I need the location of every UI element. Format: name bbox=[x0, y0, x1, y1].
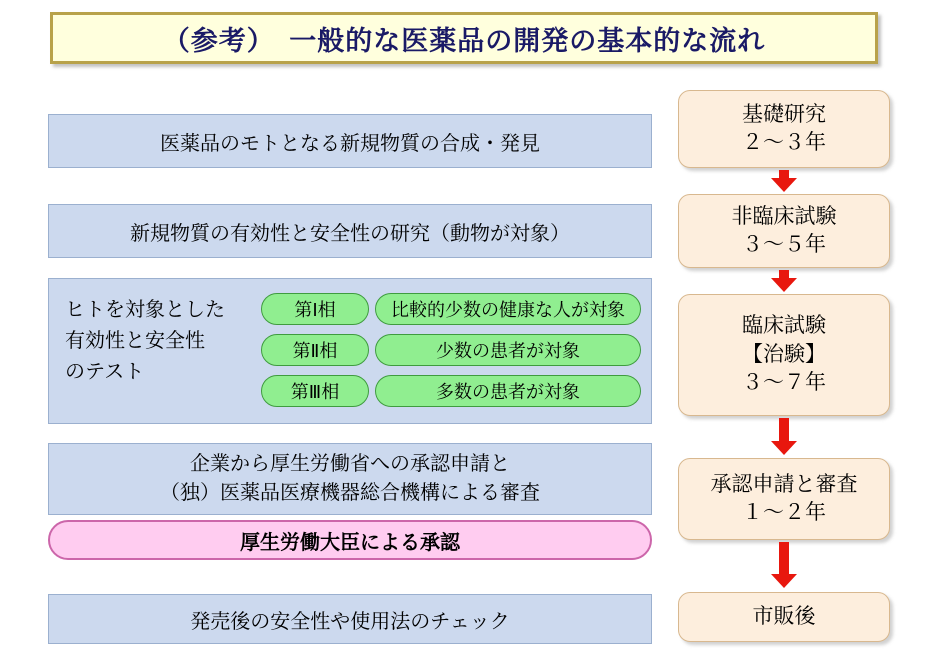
down-arrow-icon bbox=[771, 270, 797, 292]
down-arrow-icon bbox=[771, 170, 797, 192]
slide-title: （参考） 一般的な医薬品の開発の基本的な流れ bbox=[162, 25, 766, 56]
stage-clinical-trial-subtitle: 【治験】 bbox=[742, 342, 826, 366]
step-post-marketing-label: 発売後の安全性や使用法のチェック bbox=[190, 610, 510, 633]
stage-post-marketing bbox=[678, 592, 890, 642]
phase-3-name: 第Ⅲ相 bbox=[261, 375, 369, 407]
stage-nonclinical-trial bbox=[678, 194, 890, 268]
stage-nonclinical-trial-duration: ３～５年 bbox=[742, 233, 826, 256]
phase-row bbox=[261, 375, 641, 407]
stage-basic-research-name: 基礎研究 bbox=[742, 102, 826, 126]
step-human-test-box bbox=[48, 278, 652, 424]
phase-3-description: 多数の患者が対象 bbox=[375, 375, 641, 407]
stage-approval-review-duration: １～２年 bbox=[742, 501, 826, 524]
approval-application-line-2: （独）医薬品医療機器総合機構による審査 bbox=[160, 482, 540, 504]
down-arrow-icon bbox=[771, 418, 797, 456]
human-test-label-line-3: のテスト bbox=[65, 361, 145, 383]
stage-clinical-trial-duration: ３～７年 bbox=[742, 371, 826, 395]
stage-post-marketing-name: 市販後 bbox=[752, 604, 816, 628]
human-test-label bbox=[65, 295, 265, 388]
step-nonclinical-research-label: 新規物質の有効性と安全性の研究（動物が対象） bbox=[130, 222, 570, 245]
minister-approval-box bbox=[48, 520, 652, 560]
stage-clinical-trial-name: 臨床試験 bbox=[742, 314, 826, 338]
minister-approval-label: 厚生労働大臣による承認 bbox=[240, 531, 460, 554]
stage-basic-research bbox=[678, 90, 890, 168]
step-nonclinical-research-box bbox=[48, 204, 652, 258]
human-test-label-line-2: 有効性と安全性 bbox=[65, 330, 205, 352]
phase-2-name: 第Ⅱ相 bbox=[261, 334, 369, 366]
step-approval-application-box bbox=[48, 443, 652, 515]
stage-nonclinical-trial-name: 非臨床試験 bbox=[731, 204, 837, 228]
human-test-label-line-1: ヒトを対象とした bbox=[65, 299, 225, 321]
step-synthesis-box bbox=[48, 114, 652, 168]
slide-title-box bbox=[50, 12, 878, 64]
phase-list bbox=[261, 293, 641, 416]
phase-row bbox=[261, 293, 641, 325]
phase-1-name: 第Ⅰ相 bbox=[261, 293, 369, 325]
step-post-marketing-box bbox=[48, 594, 652, 644]
stage-basic-research-duration: ２～３年 bbox=[742, 131, 826, 154]
down-arrow-icon bbox=[771, 542, 797, 590]
approval-application-line-1: 企業から厚生労働省への承認申請と bbox=[190, 453, 510, 475]
stage-approval-review-name: 承認申請と審査 bbox=[710, 472, 858, 496]
stage-clinical-trial bbox=[678, 294, 890, 416]
step-synthesis-label: 医薬品のモトとなる新規物質の合成・発見 bbox=[160, 132, 540, 155]
phase-2-description: 少数の患者が対象 bbox=[375, 334, 641, 366]
phase-row bbox=[261, 334, 641, 366]
phase-1-description: 比較的少数の健康な人が対象 bbox=[375, 293, 641, 325]
stage-approval-review bbox=[678, 458, 890, 540]
